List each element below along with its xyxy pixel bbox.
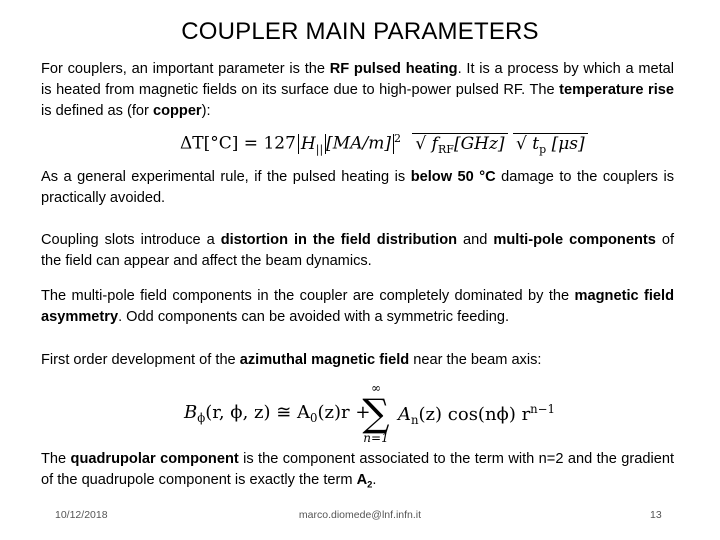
equation-azimuthal-field: $B_\phi(r$, ϕ, z) ≅ $A_0(z)r$ + ∞ ∑ n=1 $A_n(z)$ cos(nϕ) $r^{n-1}$: [184, 381, 555, 445]
slide-title: COUPLER MAIN PARAMETERS: [181, 18, 539, 45]
paragraph-coupling-slots: Coupling slots introduce a distortion in the field distribution and multi-pole components of the field can appear and affect the beam dynamics.: [41, 232, 674, 269]
paragraph-first-order: First order development of the azimuthal magnetic field near the beam axis:: [41, 352, 542, 368]
paragraph-experimental-rule: As a general experimental rule, if the pulsed heating is below 50 °C damage to the couplers is practically avoided.: [41, 169, 675, 206]
paragraph-pulsed-heating: For couplers, an important parameter is the RF pulsed heating. It is a process by which a metal is heated from magnetic fields on its surface due to high-power pulsed RF. The temperature rise is defined as (for copper):: [41, 61, 675, 119]
footer-email: marco.diomede@lnf.infn.it: [298, 509, 422, 521]
footer-page-number: 13: [650, 509, 662, 521]
paragraph-quadrupolar: The quadrupolar component is the component associated to the term with n=2 and the gradient of the quadrupole component is exactly the term $A_2$.: [41, 451, 675, 491]
footer-date: 10/12/2018: [55, 509, 108, 521]
paragraph-multipole: The multi-pole field components in the coupler are completely dominated by the magnetic field asymmetry. Odd components can be avoided with a symmetric feeding.: [41, 288, 675, 325]
equation-temperature-rise: ΔT[°C] = 127 $H_{||}$ [MA/m] $^2$ √ $f_{RF}[GHz]$ √ $t_p$ [μs]: [180, 132, 588, 155]
